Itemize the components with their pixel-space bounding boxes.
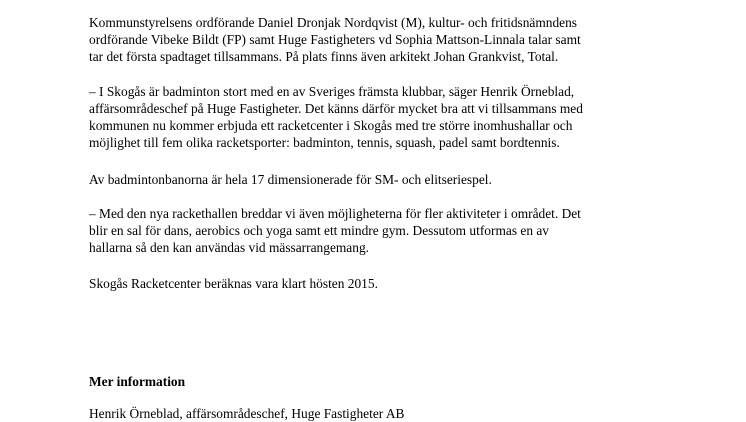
- text-line: Skogås Racketcenter beräknas vara klart hösten 2015.: [89, 276, 378, 291]
- text-line: tar det första spadtaget tillsammans. På plats finns även arkitekt Johan Grankvist, Total.: [89, 49, 559, 64]
- paragraph-courts: [89, 171, 492, 188]
- paragraph-quote-badminton: [89, 83, 583, 151]
- paragraph-completion: [89, 275, 378, 292]
- text-line: Kommunstyrelsens ordförande Daniel Dronjak Nordqvist (M), kultur- och fritidsnämndens: [89, 15, 578, 30]
- contact-line: Henrik Örneblad, affärsområdeschef, Huge Fastigheter AB: [89, 406, 405, 421]
- text-line: blir en sal för dans, aerobics och yoga samt ett mindre gym. Dessutom utformas en av: [89, 223, 550, 238]
- text-line: – Med den nya rackethallen breddar vi även möjligheterna för fler aktiviteter i området. Det: [89, 206, 581, 221]
- text-line: kommunen nu kommer erbjuda ett racketcenter i Skogås med tre större inomhushallar och: [89, 118, 573, 133]
- text-line: Av badmintonbanorna är hela 17 dimensionerade för SM- och elitseriespel.: [89, 172, 492, 187]
- text-line: ordförande Vibeke Bildt (FP) samt Huge Fastigheters vd Sophia Mattson-Linnala talar samt: [89, 32, 581, 47]
- text-line: affärsområdeschef på Huge Fastigheter. Det känns därför mycket bra att vi tillsammans med: [89, 101, 583, 116]
- text-line: möjlighet till fem olika racketsporter: badminton, tennis, squash, padel samt bordtennis.: [89, 135, 560, 150]
- text-line: – I Skogås är badminton stort med en av Sveriges främsta klubbar, säger Henrik Örneblad,: [89, 84, 575, 99]
- paragraph-intro: [89, 14, 581, 65]
- paragraph-quote-activities: [89, 205, 581, 256]
- text-line: hallarna så den kan användas vid mässarrangemang.: [89, 240, 369, 255]
- more-info-heading: Mer information: [89, 374, 186, 389]
